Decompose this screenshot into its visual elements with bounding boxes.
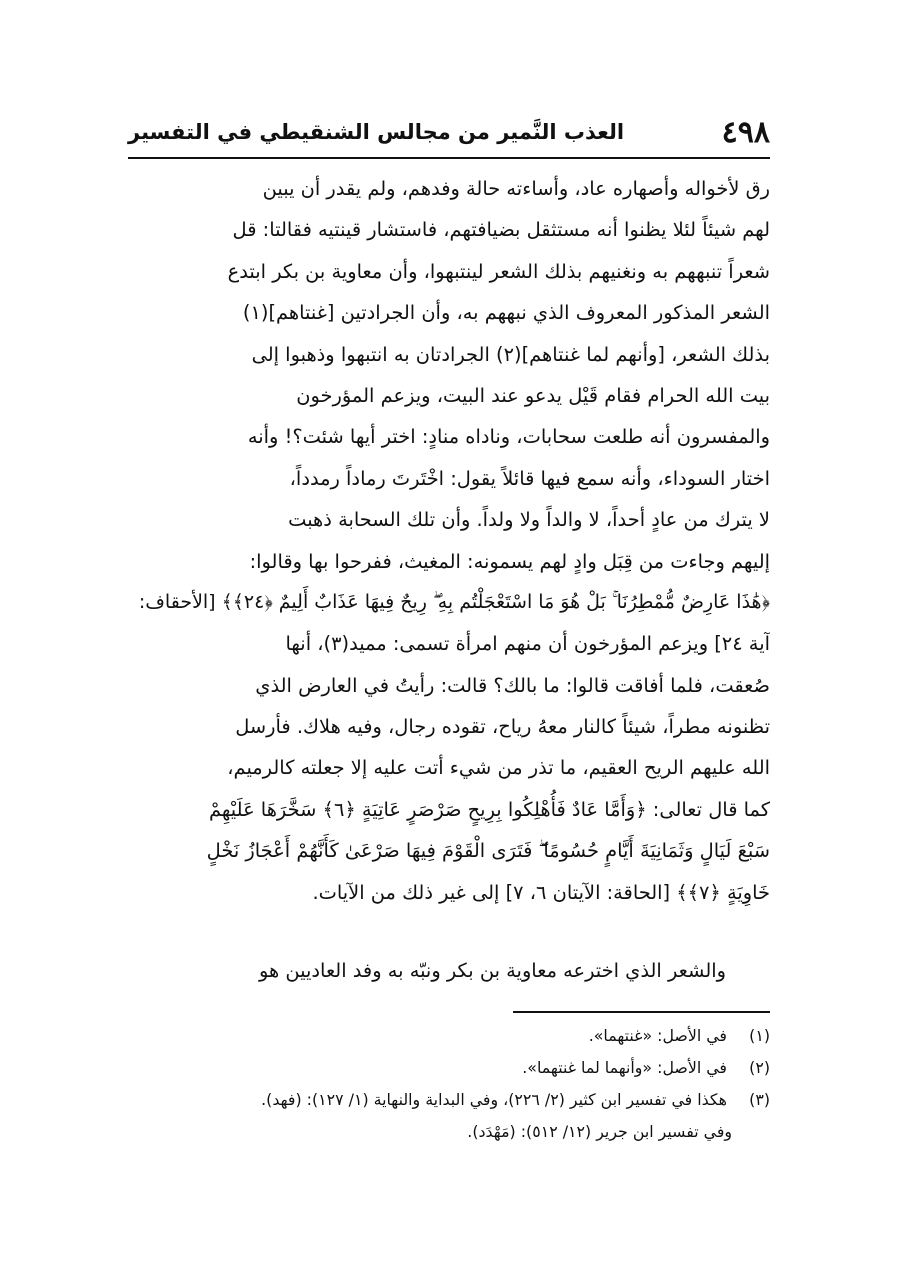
running-title: العذب النَّمير من مجالس الشنقيطي في التفسير bbox=[128, 120, 625, 144]
footnote-1 bbox=[128, 1020, 770, 1052]
footnote-text: في الأصل: «غنتهما». bbox=[588, 1026, 727, 1045]
text-line: الله عليهم الريح العقيم، ما تذر من شيء أتت عليه إلا جعلته كالرميم، bbox=[227, 756, 770, 780]
footnote-text: هكذا في تفسير ابن كثير (٢/ ٢٢٦)، وفي البداية والنهاية (١/ ١٢٧): (فهد). bbox=[261, 1090, 727, 1109]
quran-verse-line: كما قال تعالى: ﴿وَأَمَّا عَادٌ فَأُهْلِكُوا بِرِيحٍ صَرْصَرٍ عَاتِيَةٍ ﴿٦﴾ سَخَّرَهَا عَلَيْهِمْ bbox=[208, 797, 770, 821]
quran-verse-line: سَبْعَ لَيَالٍ وَثَمَانِيَةَ أَيَّامٍ حُسُومًا ۖ فَتَرَى الْقَوْمَ فِيهَا صَرْعَىٰ كَأَنَّهُمْ أَعْجَازُ نَخْلٍ bbox=[206, 839, 770, 863]
footnote-rule bbox=[513, 1011, 770, 1013]
text-line: تظنونه مطراً، شيئاً كالنار معهُ رياح، تقوده رجال، وفيه هلاك. فأرسل bbox=[235, 715, 770, 739]
text-line: بذلك الشعر، [وأنهم لما غنتاهم](٢) الجرادتان به انتبهوا وذهبوا إلى bbox=[251, 342, 770, 366]
page-number: ٤٩٨ bbox=[721, 114, 770, 150]
text-line: لا يترك من عادٍ أحداً، لا والداً ولا ولداً. وأن تلك السحابة ذهبت bbox=[288, 508, 770, 532]
text-line: رق لأخواله وأصهاره عاد، وأساءته حالة وفدهم، ولم يقدر أن يبين bbox=[262, 177, 770, 200]
text-line: لهم شيئاً لئلا يظنوا أنه مستثقل بضيافتهم، فاستشار قينتيه فقالتا: قل bbox=[232, 218, 770, 242]
footnote-3 bbox=[128, 1084, 770, 1116]
text-line: الشعر المذكور المعروف الذي نبههم به، وأن الجرادتين [غنتاهم](١) bbox=[242, 301, 770, 325]
quran-verse-line: خَاوِيَةٍ ﴿٧﴾﴾ [الحاقة: الآيتان ٦، ٧] إلى غير ذلك من الآيات. bbox=[312, 880, 770, 904]
footnote-number: (٢) bbox=[749, 1058, 770, 1077]
text-line: آية ٢٤] ويزعم المؤرخون أن منهم امرأة تسمى: مميد(٣)، أنها bbox=[285, 632, 770, 656]
text-line: والمفسرون أنه طلعت سحابات، وناداه منادٍ: اختر أيها شئت؟! وأنه bbox=[247, 425, 770, 449]
footnote-text: في الأصل: «وأنهما لما غنتهما». bbox=[522, 1058, 727, 1077]
header-rule bbox=[128, 157, 770, 159]
text-line: صُعقت، فلما أفاقت قالوا: ما بالك؟ قالت: رأيتُ في العارض الذي bbox=[255, 673, 770, 697]
text-line: والشعر الذي اخترعه معاوية بن بكر ونبّه به وفد العاديين هو bbox=[258, 959, 726, 982]
footnote-number: (١) bbox=[749, 1026, 770, 1045]
footnote-number: (٣) bbox=[749, 1090, 770, 1109]
page-header bbox=[128, 112, 770, 152]
footnote-3-continuation bbox=[128, 1116, 770, 1148]
main-paragraph bbox=[128, 168, 770, 913]
text-line: شعراً تنبههم به ونغنيهم بذلك الشعر لينتبهوا، وأن معاوية بن بكر ابتدع bbox=[227, 259, 770, 283]
text-line: اختار السوداء، وأنه سمع فيها قائلاً يقول: اخْتَرتَ رماداً رمدداً، bbox=[289, 466, 770, 490]
text-line: بيت الله الحرام فقام قَيْل يدعو عند البيت، ويزعم المؤرخون bbox=[296, 383, 770, 407]
footnote-text: وفي تفسير ابن جرير (١٢/ ٥١٢): (مَهْدَد). bbox=[467, 1122, 732, 1141]
second-paragraph bbox=[128, 950, 770, 991]
text-line: إليهم وجاءت من قِبَل وادٍ لهم يسمونه: المغيث، ففرحوا بها وقالوا: bbox=[249, 549, 770, 573]
footnotes bbox=[128, 1020, 770, 1148]
footnote-2 bbox=[128, 1052, 770, 1084]
quran-verse-line: ﴿هَٰذَا عَارِضٌ مُّمْطِرُنَا ۚ بَلْ هُوَ مَا اسْتَعْجَلْتُم بِهِ ۖ رِيحٌ فِيهَا عَذَابٌ أَلِيمٌ ﴿٢٤﴾﴾ [الأحقاف: bbox=[138, 590, 770, 613]
